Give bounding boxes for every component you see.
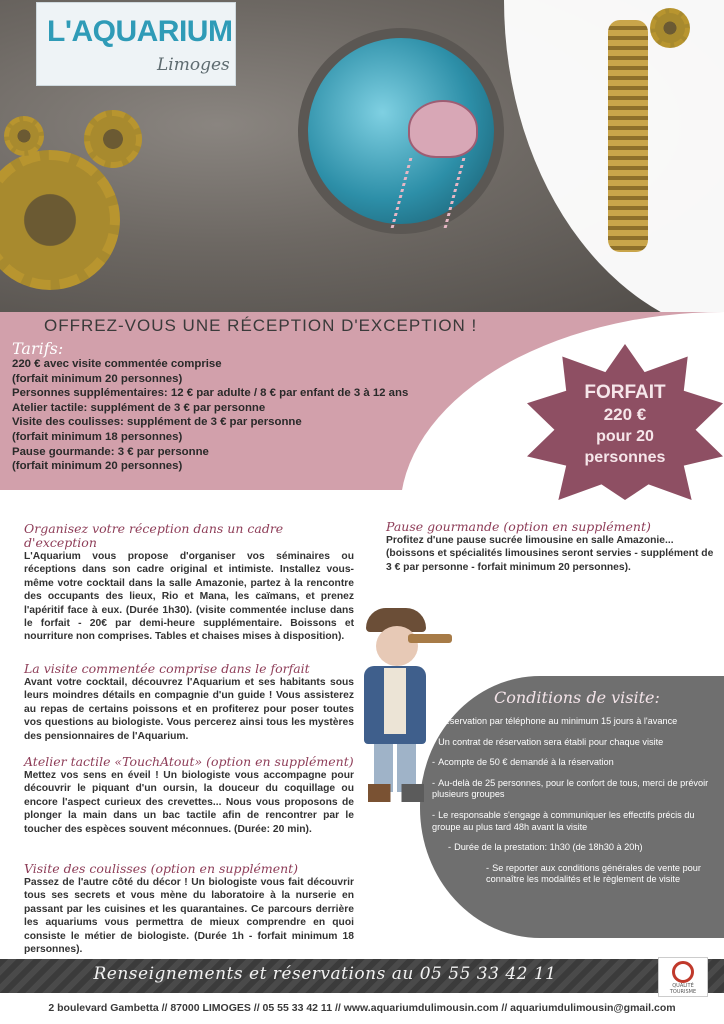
section-title: Visite des coulisses (option en supplément) <box>24 861 299 876</box>
section-title: La visite commentée comprise dans le forfait <box>24 661 310 676</box>
section-coulisses <box>24 862 354 956</box>
tarifs-title: Tarifs: <box>12 339 64 358</box>
gear-decoration <box>4 116 44 156</box>
logo-title: L'AQUARIUM <box>47 15 233 48</box>
tarif-line: (forfait minimum 20 personnes) <box>12 460 183 473</box>
section-body: Avant votre cocktail, découvrez l'Aquarium et ses habitants sous leurs moindres détails en compagnie d'un guide ! Vous assisterez au repas de certains poissons et en profiterez pour poser toutes vos questions au biologiste. Vous percerez ainsi tous les mystères des pensionnaires de l'Aquarium. <box>24 677 354 742</box>
tarif-line: Visite des coulisses: supplément de 3 € par personne <box>12 416 302 429</box>
section-body: L'Aquarium vous propose d'organiser vos séminaires ou réceptions dans son cadre original et intimiste. Installez vous-même votre cocktail dans la salle Amazonie, partez à la rencontre des occupants des lieux, Rio et Mana, les caïmans, et prenez l'apéritif face à eux. (Durée 1h30). (visite commentée incluse dans le forfait - 20€ par demi-heure supplémentaire. Boissons et nourriture non comprises. Tables et chaises mises à disposition). <box>24 551 354 643</box>
condition-item: - Le responsable s'engage à communiquer les effectifs précis du groupe au plus tard 48h avant la visite <box>432 809 695 832</box>
jellyfish-tentacles <box>391 158 466 228</box>
condition-item: - Durée de la prestation: 1h30 (de 18h30 à 20h) <box>448 842 643 853</box>
condition-item: - Au-delà de 25 personnes, pour le confort de tous, merci de prévoir plusieurs groupes <box>432 777 709 800</box>
contact-address: 2 boulevard Gambetta // 87000 LIMOGES // 05 55 33 42 11 // www.aquariumdulimousin.com // aquariumdulimousin@gmail.com <box>48 1002 676 1014</box>
tarif-line: 220 € avec visite commentée comprise <box>12 358 222 370</box>
tarifs-list <box>12 357 472 474</box>
tarif-line: (forfait minimum 18 personnes) <box>12 430 183 443</box>
condition-item: - Un contrat de réservation sera établi pour chaque visite <box>432 736 664 747</box>
gear-decoration <box>650 8 690 48</box>
section-title: Atelier tactile «TouchAtout» (option en supplément) <box>24 754 354 769</box>
tarif-line: Atelier tactile: supplément de 3 € par personne <box>12 401 266 414</box>
gear-decoration <box>84 110 142 168</box>
gear-decoration <box>0 150 120 290</box>
forfait-badge-text <box>527 381 723 468</box>
qualite-tourisme-logo <box>658 957 708 997</box>
quality-mark-icon <box>672 961 694 983</box>
pirate-character-illustration <box>350 608 460 808</box>
condition-item: - Acompte de 50 € demandé à la réservation <box>432 757 614 768</box>
badge-line: pour 20 <box>596 428 654 445</box>
pirate-vest <box>384 668 406 734</box>
aquarium-logo <box>36 2 236 86</box>
porthole-illustration <box>298 28 504 234</box>
conditions-list <box>430 716 720 895</box>
section-title: Organisez votre réception dans un cadre d'exception <box>24 521 284 550</box>
condition-item: - Réservation par téléphone au minimum 15 jours à l'avance <box>432 716 678 726</box>
section-body: Profitez d'une pause sucrée limousine en salle Amazonie... (boissons et spécialités limousines seront servies - supplément de 3 € par personne - forfait minimum 20 personnes). <box>386 535 714 573</box>
tarif-line: (forfait minimum 20 personnes) <box>12 372 183 385</box>
section-title: Pause gourmande (option en supplément) <box>386 519 651 534</box>
badge-line: personnes <box>584 449 666 466</box>
section-pause <box>386 520 716 574</box>
tarif-line: Pause gourmande: 3 € par personne <box>12 445 209 458</box>
badge-line: 220 € <box>603 405 647 424</box>
reservation-phone-banner: Renseignements et réservations au 05 55 33 42 11 <box>93 964 557 984</box>
quality-label: QUALITÉ TOURISME <box>669 983 697 995</box>
section-atelier <box>24 755 354 836</box>
spring-decoration <box>608 20 648 252</box>
logo-subtitle: Limoges <box>157 55 230 75</box>
tarif-line: Personnes supplémentaires: 12 € par adulte / 8 € par enfant de 3 à 12 ans <box>12 387 409 400</box>
pirate-boots <box>368 784 424 802</box>
header-banner <box>0 0 724 312</box>
conditions-title: Conditions de visite: <box>494 688 660 707</box>
pirate-head <box>376 626 418 666</box>
section-visite <box>24 662 354 743</box>
section-reception <box>24 522 354 644</box>
section-body: Passez de l'autre côté du décor ! Un biologiste vous fait découvrir tous ses secrets et vous mène du laboratoire à la nurserie en passant par les cuisines et les quarantaines. Ce parcours derrière les aquariums vous permettra de mieux comprendre en quoi consiste le métier de biologiste. (Durée 1h - forfait minimum 18 personnes). <box>24 877 354 956</box>
badge-line: FORFAIT <box>584 382 666 403</box>
jellyfish-illustration <box>408 100 478 158</box>
section-body: Mettez vos sens en éveil ! Un biologiste vous accompagne pour découvrir le piquant d'un oursin, la douceur du coquillage ou encore l'aspect curieux des crevettes... Nous vous proposons de plonger la main dans un bac tactile afin de rencontrer par le toucher des espèces souvent méconnues. (Durée: 20 min). <box>24 770 354 835</box>
telescope-icon <box>408 634 452 643</box>
condition-item: - Se reporter aux conditions générales de vente pour connaître les modalités et le règlement de visite <box>486 862 701 885</box>
page-headline: OFFREZ-VOUS UNE RÉCEPTION D'EXCEPTION ! <box>44 316 478 335</box>
